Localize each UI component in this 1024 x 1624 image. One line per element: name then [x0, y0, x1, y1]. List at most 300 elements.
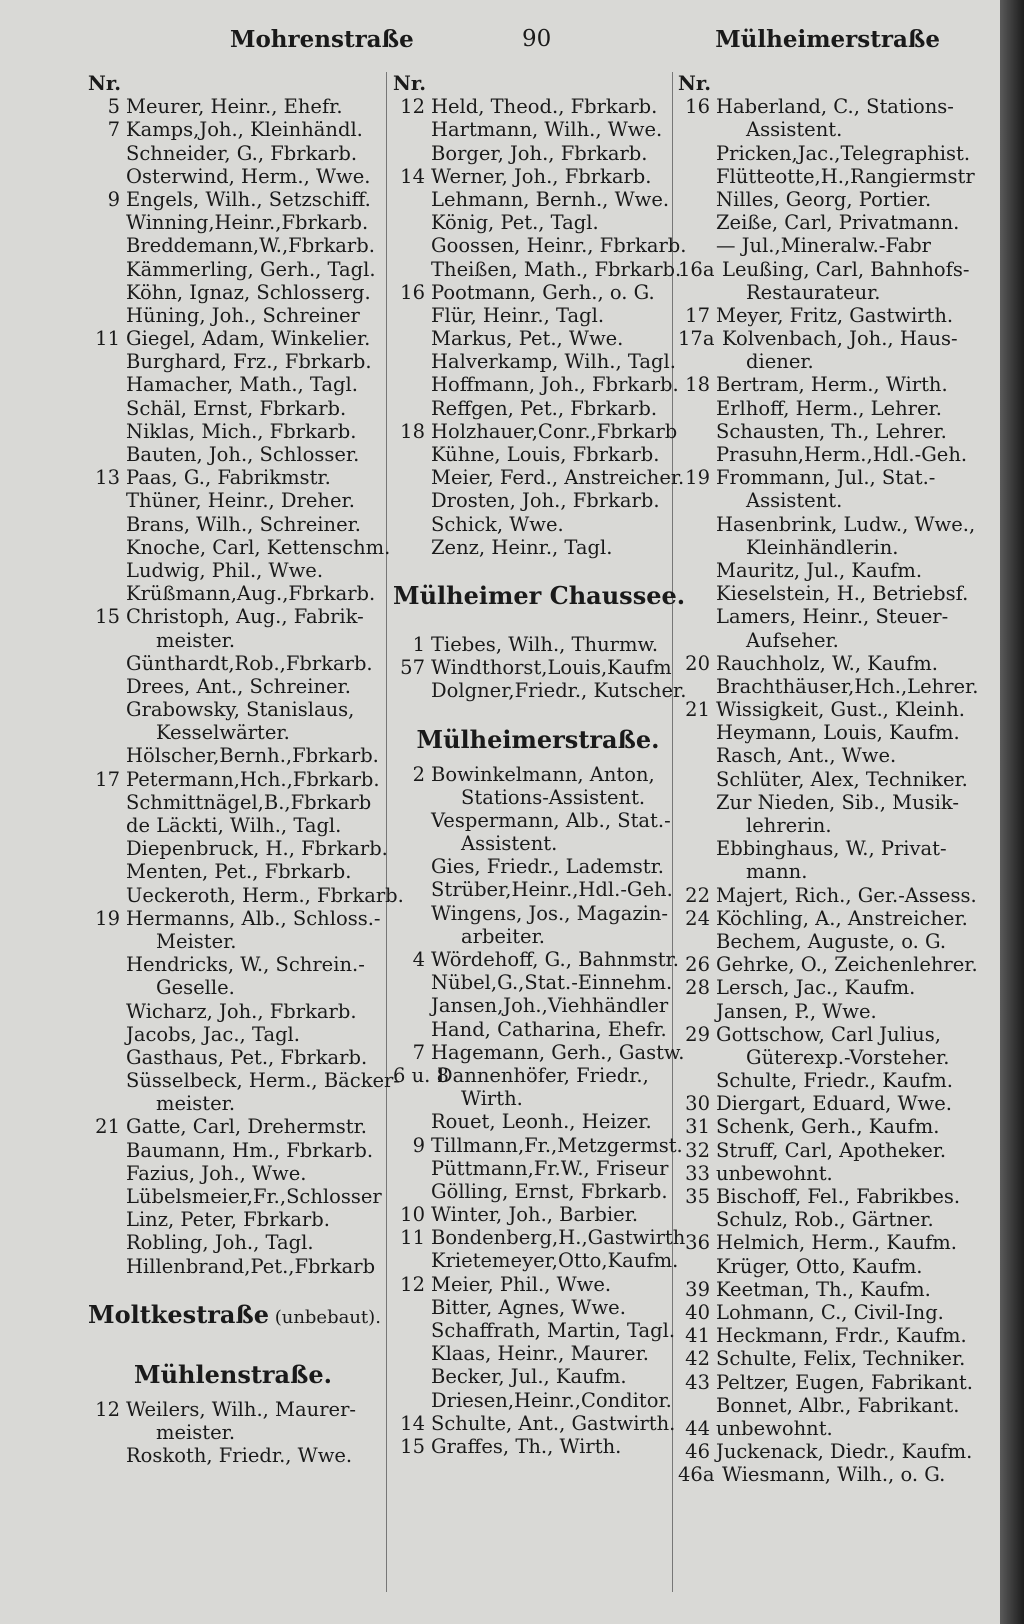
spacer [88, 1338, 378, 1352]
resident-entry: — Jul.,Mineralw.-Fabr [716, 234, 931, 258]
page-edge-shadow [1000, 0, 1024, 1624]
entry-continuation: Güterexp.-Vorsteher. [746, 1045, 950, 1069]
house-number: 21 [95, 1115, 120, 1139]
entry-continuation: Geselle. [156, 976, 235, 1000]
directory-entry [88, 1255, 378, 1278]
directory-entry [678, 513, 978, 536]
resident-entry: Helmich, Herm., Kaufm. [716, 1231, 957, 1255]
resident-entry: Bondenberg,H.,Gastwirth [431, 1226, 686, 1250]
resident-entry: unbewohnt. [716, 1161, 833, 1185]
resident-entry: Schaffrath, Martin, Tagl. [431, 1319, 676, 1342]
entry-continuation: Wirth. [461, 1087, 523, 1111]
resident-entry: Meyer, Fritz, Gastwirth. [716, 303, 954, 327]
resident-entry: Ueckeroth, Herm., Fbrkarb. [126, 883, 404, 907]
house-number: 44 [685, 1416, 710, 1440]
directory-entry [678, 744, 978, 767]
resident-entry: Tillmann,Fr.,Metzgermst. [431, 1133, 683, 1157]
directory-entry [88, 860, 378, 883]
resident-entry: Jansen, P., Wwe. [716, 999, 877, 1023]
street-heading [393, 717, 683, 763]
house-number: 15 [95, 605, 120, 629]
directory-entry [88, 605, 378, 628]
directory-entry [88, 1444, 378, 1467]
directory-entry [88, 1398, 378, 1421]
directory-entry [393, 466, 683, 489]
house-number: 17 [95, 767, 120, 791]
directory-entry [393, 633, 683, 656]
directory-entry [393, 1412, 683, 1435]
resident-entry: Brans, Wilh., Schreiner. [126, 512, 361, 536]
resident-entry: Bechem, Auguste, o. G. [716, 929, 947, 953]
resident-entry: Struff, Carl, Apotheker. [716, 1138, 947, 1162]
directory-entry [678, 1394, 978, 1417]
directory-entry [88, 188, 378, 211]
house-number: 46 [685, 1440, 710, 1464]
resident-entry: Heymann, Louis, Kaufm. [716, 721, 960, 745]
directory-entry [393, 443, 683, 466]
resident-entry: Schenk, Gerh., Kaufm. [716, 1115, 940, 1139]
directory-entry [393, 327, 683, 350]
directory-entry [88, 397, 378, 420]
resident-entry: Zenz, Heinr., Tagl. [431, 535, 613, 559]
resident-entry: Hölscher,Bernh.,Fbrkarb. [126, 744, 379, 768]
directory-entry [393, 258, 683, 281]
directory-entry [393, 1365, 683, 1388]
resident-entry: Kolvenbach, Joh., Haus- [722, 327, 958, 351]
entry-continuation: lehrerin. [746, 814, 832, 837]
resident-entry: Gehrke, O., Zeichenlehrer. [716, 953, 978, 977]
directory-entry [88, 234, 378, 257]
resident-entry: Driesen,Heinr.,Conditor. [431, 1388, 672, 1412]
directory-entry [393, 994, 683, 1017]
directory-entry [393, 350, 683, 373]
directory-entry [88, 1046, 378, 1069]
entry-continuation: meister. [156, 628, 236, 652]
street-name: Mülheimerstraße. [416, 724, 660, 754]
resident-entry: Schulte, Felix, Techniker. [716, 1347, 966, 1371]
resident-entry: Diergart, Eduard, Wwe. [716, 1092, 952, 1116]
house-number: 33 [685, 1161, 710, 1185]
house-number: 16 [685, 95, 710, 119]
directory-column-1 [88, 72, 404, 1468]
column-label: Nr. [678, 72, 712, 95]
resident-entry: Bertram, Herm., Wirth. [716, 373, 948, 397]
directory-entry [678, 1092, 978, 1115]
resident-entry: Gölling, Ernst, Fbrkarb. [431, 1179, 668, 1203]
resident-entry: Gies, Friedr., Lademstr. [431, 855, 664, 879]
directory-entry [678, 1463, 978, 1486]
directory-entry [393, 971, 683, 994]
resident-entry: Schäl, Ernst, Fbrkarb. [126, 396, 347, 420]
resident-entry: Meier, Phil., Wwe. [431, 1272, 612, 1296]
entry-continuation: Assistent. [746, 118, 843, 142]
resident-entry: Graffes, Th., Wirth. [431, 1434, 622, 1458]
directory-entry [678, 930, 978, 953]
resident-entry: Holzhauer,Conr.,Fbrkarb [431, 419, 678, 443]
house-number: 19 [685, 466, 710, 490]
resident-entry: Lübelsmeier,Fr.,Schlosser [126, 1185, 382, 1208]
resident-entry: Flütteotte,H.,Rangiermstr [716, 164, 975, 188]
resident-entry: Hillenbrand,Pet.,Fbrkarb [126, 1254, 376, 1278]
header-right-street: Mülheimerstraße [715, 26, 940, 53]
house-number: 14 [400, 1411, 425, 1435]
directory-entry [88, 1185, 382, 1208]
house-number: 42 [685, 1347, 710, 1371]
resident-entry: Reffgen, Pet., Fbrkarb. [431, 396, 658, 420]
entry-continuation: meister. [156, 1420, 236, 1444]
house-number: 28 [685, 976, 710, 1000]
house-number: 11 [95, 327, 120, 351]
directory-entry [393, 536, 683, 559]
entry-continuation: meister. [156, 1092, 236, 1116]
resident-entry: Burghard, Frz., Fbrkarb. [126, 350, 372, 374]
resident-entry: Linz, Peter, Fbrkarb. [126, 1208, 330, 1232]
resident-entry: Pricken,Jac.,Telegraphist. [716, 141, 971, 165]
directory-entry [88, 1162, 378, 1185]
directory-entry [678, 675, 978, 698]
house-number: 43 [685, 1370, 710, 1394]
resident-entry: Robling, Joh., Tagl. [126, 1231, 314, 1255]
entry-continuation: Assistent. [461, 832, 558, 856]
directory-entry [678, 1231, 978, 1254]
directory-entry [393, 142, 683, 165]
resident-entry: Hartmann, Wilh., Wwe. [431, 118, 663, 142]
resident-entry: Strüber,Heinr.,Hdl.-Geh. [431, 878, 673, 902]
resident-entry: Rasch, Ant., Wwe. [716, 744, 897, 768]
directory-entry [678, 976, 978, 999]
directory-entry [678, 837, 978, 860]
directory-entry [678, 466, 978, 489]
directory-entry [393, 1249, 683, 1272]
page-number: 90 [522, 26, 552, 52]
directory-entry [678, 953, 978, 976]
directory-entry [393, 234, 687, 258]
resident-entry: Keetman, Th., Kaufm. [716, 1277, 931, 1301]
spacer [393, 559, 683, 573]
house-number: 7 [412, 1040, 425, 1064]
resident-entry: Winning,Heinr.,Fbrkarb. [126, 211, 369, 235]
resident-entry: Klaas, Heinr., Maurer. [431, 1342, 649, 1366]
directory-entry [393, 420, 683, 443]
resident-entry: de Läckti, Wilh., Tagl. [126, 814, 342, 837]
directory-entry [88, 142, 378, 165]
resident-entry: unbewohnt. [716, 1416, 833, 1440]
directory-entry [678, 1139, 978, 1162]
directory-entry [88, 1231, 378, 1254]
resident-entry: Schneider, G., Fbrkarb. [126, 141, 358, 165]
spacer [88, 1278, 378, 1292]
resident-entry: Becker, Jul., Kaufm. [431, 1365, 627, 1389]
resident-entry: Goossen, Heinr., Fbrkarb. [431, 234, 687, 258]
column-label: Nr. [393, 72, 427, 95]
directory-entry [393, 948, 683, 971]
resident-entry: Kamps,Joh., Kleinhändl. [126, 118, 363, 142]
directory-entry [678, 304, 978, 327]
resident-entry: Fazius, Joh., Wwe. [126, 1161, 307, 1185]
house-number: 29 [685, 1022, 710, 1046]
directory-entry [678, 1440, 978, 1463]
resident-entry: Dannenhöfer, Friedr., [437, 1063, 649, 1087]
directory-entry [678, 1324, 978, 1347]
resident-entry: Niklas, Mich., Fbrkarb. [126, 419, 357, 443]
directory-entry [393, 1389, 683, 1412]
resident-entry: Winter, Joh., Barbier. [431, 1203, 639, 1227]
resident-entry: Schlüter, Alex, Techniker. [716, 767, 968, 791]
directory-entry [88, 1115, 378, 1138]
directory-entry [393, 855, 683, 878]
resident-entry: Jacobs, Jac., Tagl. [126, 1022, 300, 1046]
directory-entry [393, 656, 683, 679]
resident-entry: Jansen,Joh.,Viehhändler [431, 994, 669, 1018]
house-number: 12 [400, 1272, 425, 1296]
directory-entry [678, 698, 978, 721]
directory-entry [678, 420, 978, 443]
resident-entry: Wissigkeit, Gust., Kleinh. [716, 698, 965, 722]
resident-entry: Menten, Pet., Fbrkarb. [126, 860, 352, 884]
directory-entry [393, 1296, 683, 1319]
directory-entry [393, 809, 683, 832]
street-heading [393, 573, 686, 619]
directory-entry [393, 188, 683, 211]
house-number: 41 [685, 1324, 710, 1348]
directory-entry [393, 1134, 683, 1157]
directory-entry [88, 95, 378, 118]
resident-entry: Heckmann, Frdr., Kaufm. [716, 1324, 967, 1348]
resident-entry: Mauritz, Jul., Kaufm. [716, 558, 923, 582]
directory-entry [678, 397, 978, 420]
house-number: 19 [95, 906, 120, 930]
directory-entry [393, 211, 683, 234]
street-heading [88, 1352, 378, 1398]
house-number: 22 [685, 883, 710, 907]
directory-entry [678, 1255, 978, 1278]
directory-entry [678, 1162, 978, 1185]
directory-entry [88, 744, 378, 767]
resident-entry: Haberland, C., Stations- [716, 95, 954, 119]
directory-entry [393, 1180, 683, 1203]
directory-entry [393, 513, 683, 536]
directory-entry [88, 559, 378, 582]
resident-entry: Grabowsky, Stanislaus, [126, 698, 355, 722]
house-number: 24 [685, 906, 710, 930]
directory-entry [393, 1273, 683, 1296]
directory-entry [678, 1023, 978, 1046]
directory-entry [88, 489, 378, 512]
directory-entry [393, 281, 683, 304]
resident-entry: Rouet, Leonh., Heizer. [431, 1110, 652, 1134]
house-number: 30 [685, 1092, 710, 1116]
street-name: Mühlenstraße. [134, 1359, 332, 1389]
house-number: 12 [95, 1397, 120, 1421]
resident-entry: Püttmann,Fr.W., Friseur [431, 1156, 669, 1180]
directory-entry [88, 953, 378, 976]
house-number: 13 [95, 466, 120, 490]
resident-entry: Rauchholz, W., Kaufm. [716, 651, 938, 675]
resident-entry: Brachthäuser,Hch.,Lehrer. [716, 674, 979, 698]
resident-entry: Pootmann, Gerh., o. G. [431, 280, 655, 304]
resident-entry: Wicharz, Joh., Fbrkarb. [126, 999, 357, 1023]
entry-continuation: Stations-Assistent. [461, 785, 646, 809]
entry-continuation: Kleinhändlerin. [746, 535, 899, 559]
resident-entry: Gottschow, Carl Julius, [716, 1022, 941, 1046]
house-number: 4 [412, 948, 425, 971]
house-number: 32 [685, 1138, 710, 1162]
directory-entry [88, 373, 378, 396]
resident-entry: Erlhoff, Herm., Lehrer. [716, 396, 942, 420]
resident-entry: Wingens, Jos., Magazin- [431, 901, 668, 925]
directory-entry [88, 1208, 378, 1231]
directory-entry [678, 1301, 978, 1324]
resident-entry: Zeiße, Carl, Privatmann. [716, 211, 960, 235]
directory-entry [88, 768, 378, 791]
house-number: 2 [412, 762, 425, 786]
directory-entry [678, 1115, 978, 1138]
resident-entry: Breddemann,W.,Fbrkarb. [126, 234, 375, 258]
resident-entry: Giegel, Adam, Winkelier. [126, 327, 371, 351]
resident-entry: Paas, G., Fabrikmstr. [126, 466, 331, 490]
resident-entry: Köhn, Ignaz, Schlosserg. [126, 280, 371, 304]
resident-entry: Süsselbeck, Herm., Bäcker- [126, 1069, 400, 1093]
resident-entry: Drosten, Joh., Fbrkarb. [431, 489, 660, 513]
resident-entry: Drees, Ant., Schreiner. [126, 674, 351, 698]
directory-entry [393, 118, 683, 141]
directory-entry [678, 605, 978, 628]
house-number: 57 [400, 656, 425, 680]
directory-entry [678, 1000, 978, 1023]
directory-entry [678, 1208, 978, 1231]
column-divider [386, 72, 387, 1592]
directory-entry [393, 679, 687, 703]
directory-entry [88, 837, 388, 861]
resident-entry: Christoph, Aug., Fabrik- [126, 605, 364, 629]
resident-entry: Petermann,Hch.,Fbrkarb. [126, 767, 380, 791]
resident-entry: Köchling, A., Anstreicher. [716, 906, 968, 930]
resident-entry: Wiesmann, Wilh., o. G. [722, 1463, 946, 1487]
directory-entry [678, 258, 978, 281]
resident-entry: Ebbinghaus, W., Privat- [716, 837, 947, 861]
resident-entry: Borger, Joh., Fbrkarb. [431, 141, 648, 165]
directory-entry [88, 698, 378, 721]
directory-entry [88, 1000, 378, 1023]
directory-entry [678, 1278, 978, 1301]
directory-entry [88, 535, 391, 559]
house-number: 15 [400, 1434, 425, 1458]
directory-entry [88, 211, 378, 234]
house-number: 46a [678, 1463, 715, 1487]
directory-entry [88, 327, 378, 350]
directory-entry [678, 373, 978, 396]
resident-entry: Schick, Wwe. [431, 512, 564, 536]
resident-entry: Schulte, Friedr., Kaufm. [716, 1069, 953, 1093]
house-number: 21 [685, 698, 710, 722]
resident-entry: Lehmann, Bernh., Wwe. [431, 187, 670, 211]
resident-entry: Thüner, Heinr., Dreher. [126, 489, 355, 513]
directory-entry [393, 1041, 683, 1064]
directory-entry [393, 373, 683, 396]
resident-entry: Dolgner,Friedr., Kutscher. [431, 679, 687, 703]
house-number: 9 [107, 187, 120, 211]
resident-entry: Günthardt,Rob.,Fbrkarb. [126, 651, 373, 675]
directory-entry [678, 652, 978, 675]
house-number: 39 [685, 1277, 710, 1301]
resident-entry: Tiebes, Wilh., Thurmw. [431, 632, 659, 656]
resident-entry: Wördehoff, G., Bahnmstr. [431, 948, 679, 971]
resident-entry: Bonnet, Albr., Fabrikant. [716, 1393, 960, 1417]
resident-entry: Schmittnägel,B.,Fbrkarb [126, 790, 372, 814]
directory-column-2 [393, 72, 687, 1458]
directory-entry [393, 304, 683, 327]
directory-entry [88, 906, 381, 930]
directory-entry [678, 559, 978, 582]
house-number: 6 u. 8 [393, 1063, 449, 1087]
resident-entry: Krüßmann,Aug.,Fbrkarb. [126, 582, 376, 606]
directory-entry [393, 1157, 683, 1180]
resident-entry: Bischoff, Fel., Fabrikbes. [716, 1185, 961, 1208]
directory-entry [678, 768, 978, 791]
resident-entry: Osterwind, Herm., Wwe. [126, 164, 371, 188]
entry-continuation: Assistent. [746, 489, 843, 513]
resident-entry: Kühne, Louis, Fbrkarb. [431, 443, 660, 466]
resident-entry: Diepenbruck, H., Fbrkarb. [126, 837, 388, 861]
spacer [393, 619, 683, 633]
column-label: Nr. [88, 72, 122, 95]
resident-entry: Lohmann, C., Civil-Ing. [716, 1300, 944, 1324]
directory-entry [88, 1139, 378, 1162]
directory-entry [88, 883, 404, 907]
resident-entry: Hüning, Joh., Schreiner [126, 303, 360, 327]
directory-entry [678, 721, 978, 744]
resident-entry: Theißen, Math., Fbrkarb. [431, 257, 682, 281]
resident-entry: Markus, Pet., Wwe. [431, 327, 624, 351]
house-number: 20 [685, 651, 710, 675]
directory-entry [678, 188, 978, 211]
resident-entry: König, Pet., Tagl. [431, 211, 599, 235]
resident-entry: Krüger, Otto, Kaufm. [716, 1254, 923, 1278]
resident-entry: Baumann, Hm., Fbrkarb. [126, 1138, 374, 1162]
resident-entry: Hasenbrink, Ludw., Wwe., [716, 512, 976, 536]
resident-entry: Peltzer, Eugen, Fabrikant. [716, 1370, 973, 1394]
directory-entry [88, 165, 378, 188]
directory-entry [393, 902, 683, 925]
directory-entry [678, 211, 978, 234]
house-number: 17 [685, 303, 710, 327]
resident-entry: Frommann, Jul., Stat.- [716, 466, 936, 490]
resident-entry: Bowinkelmann, Anton, [431, 762, 655, 786]
resident-entry: Held, Theod., Fbrkarb. [431, 95, 658, 119]
resident-entry: Bauten, Joh., Schlosser. [126, 443, 360, 466]
directory-entry [678, 907, 978, 930]
directory-entry [88, 281, 378, 304]
house-number: 12 [400, 95, 425, 119]
resident-entry: Lamers, Heinr., Steuer- [716, 605, 949, 629]
directory-entry [678, 95, 978, 118]
directory-entry [678, 791, 978, 814]
resident-entry: Zur Nieden, Sib., Musik- [716, 790, 959, 814]
directory-entry [678, 1347, 978, 1370]
house-number: 35 [685, 1185, 710, 1208]
entry-continuation: Meister. [156, 929, 237, 953]
directory-entry [393, 1203, 683, 1226]
directory-entry [393, 489, 683, 512]
directory-entry [393, 1064, 683, 1087]
resident-entry: Schulz, Rob., Gärtner. [716, 1208, 934, 1232]
house-number: 18 [400, 419, 425, 443]
directory-entry [678, 1185, 978, 1208]
resident-entry: Weilers, Wilh., Maurer- [126, 1397, 356, 1421]
directory-entry [88, 118, 378, 141]
resident-entry: Meier, Ferd., Anstreicher. [431, 466, 685, 490]
house-number: 26 [685, 953, 710, 977]
